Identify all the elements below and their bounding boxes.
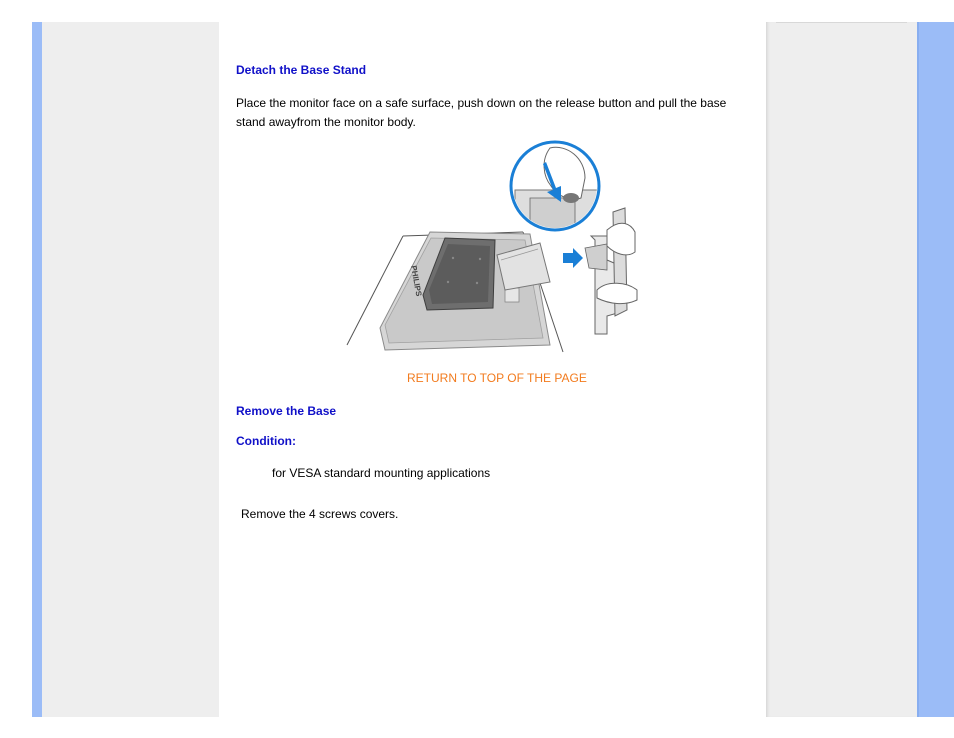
remove-base-heading: Remove the Base — [236, 404, 337, 418]
philips-logo-text: PHILIPS — [409, 264, 424, 297]
condition-heading: Condition: — [236, 434, 296, 448]
right-grey-margin — [766, 22, 917, 717]
pull-arrow-icon — [563, 248, 583, 268]
remove-screws-text: Remove the 4 screws covers. — [241, 507, 399, 521]
left-grey-margin — [42, 22, 219, 717]
detach-base-stand-heading: Detach the Base Stand — [236, 63, 367, 77]
right-margin-divider — [776, 22, 907, 23]
detach-instructions: Place the monitor face on a safe surface, push down on the release button and pull the base stand awayfrom the monitor body. — [236, 96, 727, 129]
detach-stand-illustration — [345, 140, 645, 361]
return-to-top-link[interactable]: RETURN TO TOP OF THE PAGE — [407, 371, 587, 385]
condition-text: for VESA standard mounting applications — [272, 466, 491, 480]
monitor-stand-drawing — [345, 140, 645, 356]
left-blue-border — [32, 22, 42, 717]
right-blue-border — [917, 22, 954, 717]
